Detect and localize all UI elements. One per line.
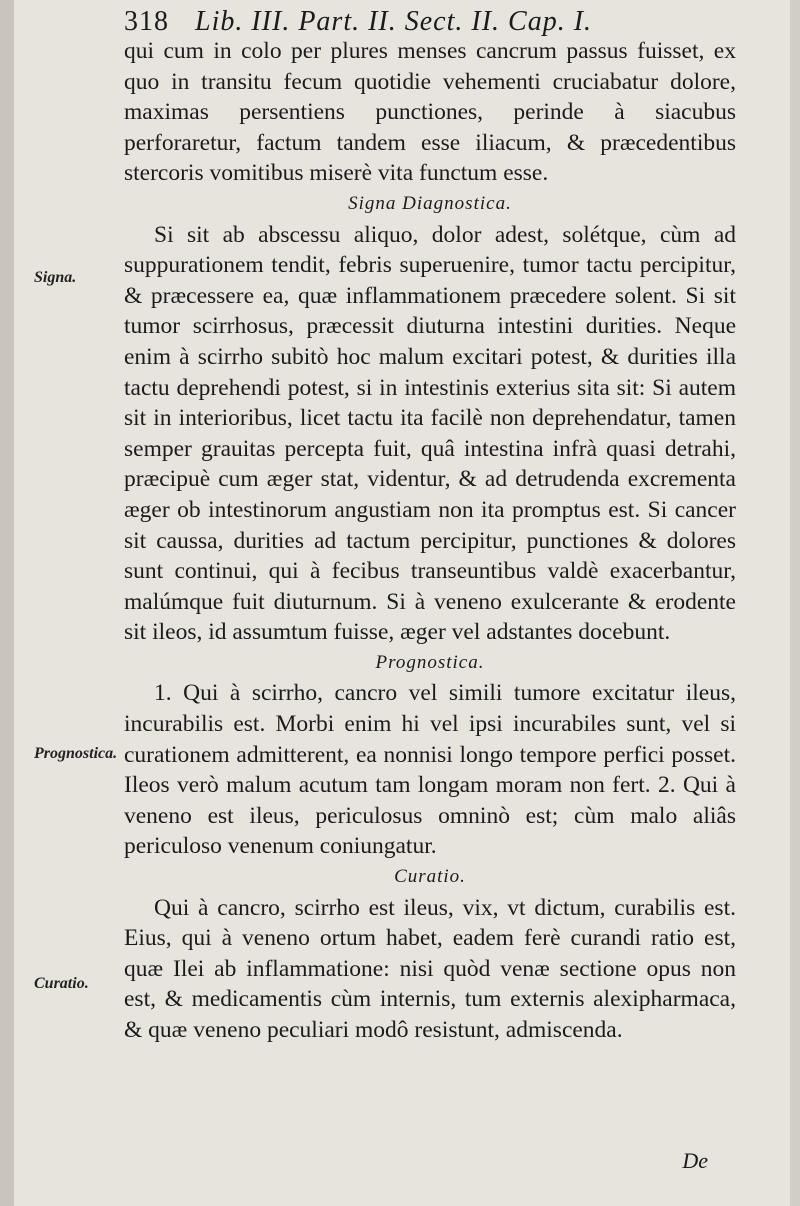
running-title: Lib. III. Part. II. Sect. II. Cap. I. [195,6,593,37]
signa-paragraph: Si sit ab abscessu aliquo, dolor adest, solétque, cùm ad suppurationem tendit, febris superuenire, tumor tactu percipitur, & præcessere ea, quæ inflammationem præcedere solent. Si sit tumor scirrhosus, præcessit diuturna intestini durities. Neque enim à scirrho subitò hoc malum excitari potest, & durities illa tactu deprehendi potest, si in intestinis exterius sita sit: Si autem sit in interioribus, licet tactu ita facilè non deprehendatur, tamen semper grauitas percepta fuit, quâ intestina infrà quasi detrahi, præcipuè cum æger stat, videntur, & ad detrudenda excrementa æger ob intestinorum angustiam non ita promptus est. Si cancer sit caussa, durities ad tactum percipitur, punctiones & dolores sunt continui, qui à fecibus transeuntibus valdè exacerbantur, malúmque fuit diuturnum. Si à veneno exulcerante & erodente sit ileos, id assumtum fuisse, æger vel adstantes docebunt. [124,221,736,646]
curatio-paragraph: Qui à cancro, scirrho est ileus, vix, vt dictum, curabilis est. Eius, qui à veneno ortum habet, eadem ferè curandi ratio est, quæ Ilei ab inflammatione: nisi quòd venæ sectione opus non est, & medicamentis cùm internis, tum externis alexipharmaca, & quæ veneno peculiari modô resistunt, admiscenda. [124,894,736,1043]
margin-note-signa: Signa. [34,269,77,286]
opening-paragraph: qui cum in colo per plures menses cancrum passus fuisset, ex quo in transitu fecum quotidie vehementi cruciabatur dolore, maximas persentiens punctiones, perinde à siacubus perforaretur, factum tandem esse iliacum, & præcedentibus stercoris vomitibus miserè vita functum esse. [124,38,736,187]
page-number: 318 [124,6,169,37]
margin-note-curatio: Curatio. [34,975,89,992]
heading-prognostica: Prognostica. [375,651,485,673]
catchword: De [682,1148,708,1173]
running-head [124,6,722,38]
main-text [124,36,736,1046]
prognostica-paragraph: 1. Qui à scirrho, cancro vel simili tumore excitatur ileus, incurabilis est. Morbi enim hi vel ipsi incurabiles sunt, vel si curationem admitterent, ea nonnisi longo tempore perfici posset. Ileos verò malum acutum tam longam moram non fert. 2. Qui à veneno est ileus, periculosus omninò est; cùm malo aliâs periculoso venenum coniungatur. [124,680,736,860]
heading-signa-diagnostica: Signa Diagnostica. [348,192,512,214]
heading-curatio: Curatio. [394,866,466,888]
margin-note-prognostica: Prognostica. [34,745,118,762]
